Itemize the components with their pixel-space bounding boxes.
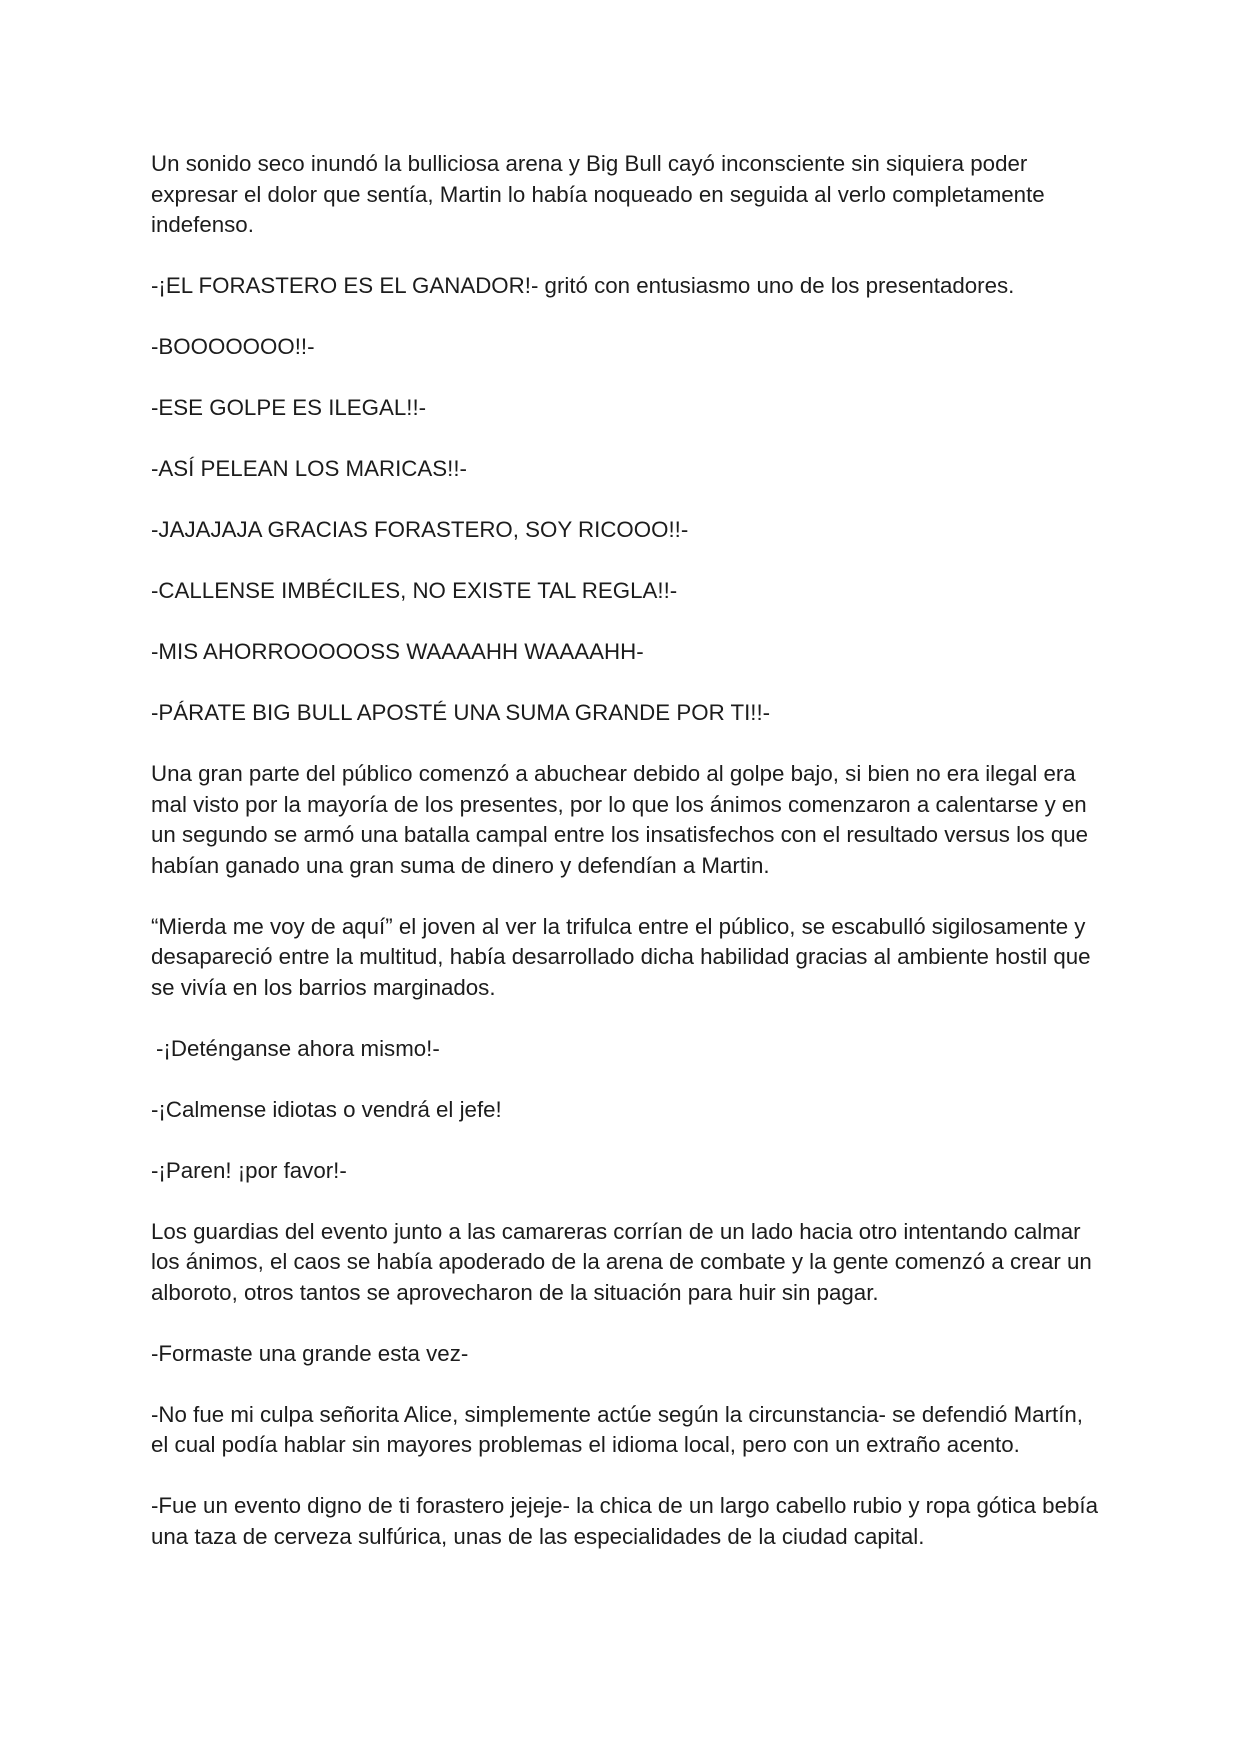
paragraph: Una gran parte del público comenzó a abuchear debido al golpe bajo, si bien no era ilegal era mal visto por la mayoría de los presentes, por lo que los ánimos comenzaron a calentarse y en un segundo se armó una batalla campal entre los insatisfechos con el resultado versus los que habían ganado una gran suma de dinero y defendían a Martin. bbox=[151, 761, 1089, 878]
paragraph: -¡Calmense idiotas o vendrá el jefe! bbox=[151, 1096, 502, 1122]
paragraph: -ESE GOLPE ES ILEGAL!!- bbox=[151, 395, 427, 420]
paragraph: -Formaste una grande esta vez- bbox=[151, 1340, 469, 1366]
paragraph: -¡EL FORASTERO ES EL GANADOR!- gritó con entusiasmo uno de los presentadores. bbox=[151, 273, 1015, 298]
paragraph: -JAJAJAJA GRACIAS FORASTERO, SOY RICOOO!!- bbox=[151, 517, 689, 542]
paragraph: -No fue mi culpa señorita Alice, simplemente actúe según la circunstancia- se defendió Martín, el cual podía hablar sin mayores problemas el idioma local, pero con un extraño acento. bbox=[151, 1401, 1083, 1457]
paragraph: -Fue un evento digno de ti forastero jejeje- la chica de un largo cabello rubio y ropa gótica bebía una taza de cerveza sulfúrica, unas de las especialidades de la ciudad capital. bbox=[151, 1493, 1098, 1549]
paragraph: Un sonido seco inundó la bulliciosa arena y Big Bull cayó inconsciente sin siquiera poder expresar el dolor que sentía, Martin lo había noqueado en seguida al verlo completamente indefenso. bbox=[151, 151, 1045, 237]
paragraph: -CALLENSE IMBÉCILES, NO EXISTE TAL REGLA!!- bbox=[151, 578, 678, 603]
body-text bbox=[151, 149, 1101, 1583]
paragraph: -BOOOOOOO!!- bbox=[151, 334, 315, 359]
paragraph: “Mierda me voy de aquí” el joven al ver la trifulca entre el público, se escabulló sigilosamente y desapareció entre la multitud, había desarrollado dicha habilidad gracias al ambiente hostil que se vivía en los barrios marginados. bbox=[151, 913, 1091, 1000]
paragraph: -¡Deténganse ahora mismo!- bbox=[156, 1035, 440, 1061]
paragraph: -¡Paren! ¡por favor!- bbox=[151, 1157, 347, 1183]
paragraph: -MIS AHORROOOOOSS WAAAAHH WAAAAHH- bbox=[151, 639, 644, 664]
paragraph: Los guardias del evento junto a las camareras corrían de un lado hacia otro intentando calmar los ánimos, el caos se había apoderado de la arena de combate y la gente comenzó a crear un alboroto, otros tantos se aprovecharon de la situación para huir sin pagar. bbox=[151, 1218, 1092, 1305]
paragraph: -PÁRATE BIG BULL APOSTÉ UNA SUMA GRANDE POR TI!!- bbox=[151, 700, 771, 725]
paragraph: -ASÍ PELEAN LOS MARICAS!!- bbox=[151, 456, 467, 481]
